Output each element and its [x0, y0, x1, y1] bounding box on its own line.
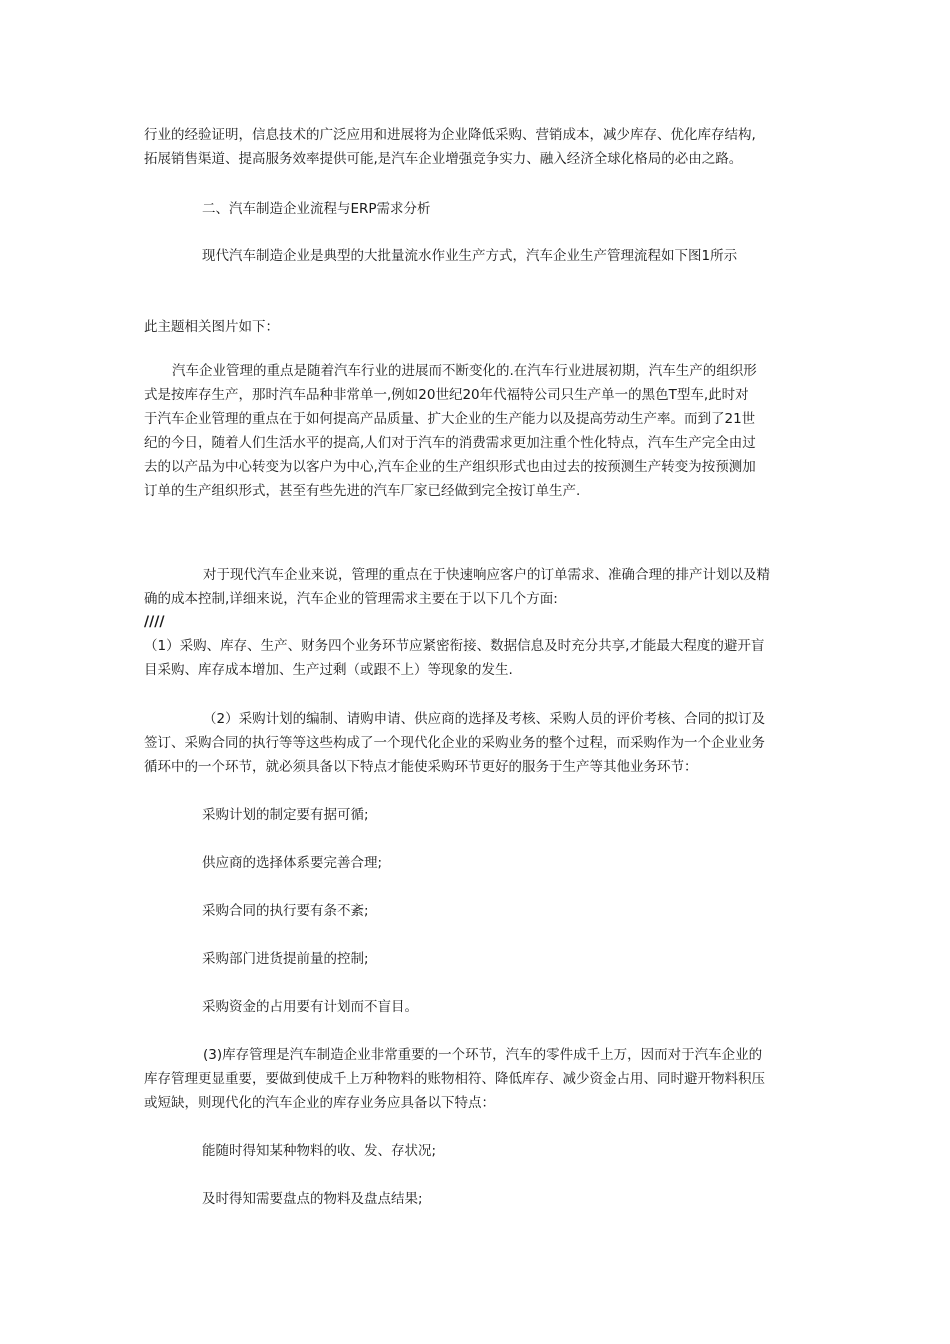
paragraph-process: 现代汽车制造企业是典型的大批量流水作业生产方式，汽车企业生产管理流程如下图1所示	[202, 248, 738, 264]
text-line: 签订、采购合同的执行等等这些构成了一个现代化企业的采购业务的整个过程，而采购作为一个企业业务	[144, 735, 765, 751]
inventory-point: 及时得知需要盘点的物料及盘点结果;	[202, 1191, 423, 1207]
inventory-point: 能随时得知某种物料的收、发、存状况;	[202, 1143, 437, 1159]
list-item-2	[144, 707, 810, 779]
image-note: 此主题相关图片如下：	[144, 319, 279, 335]
text-line: 行业的经验证明，信息技术的广泛应用和进展将为企业降低采购、营销成本，减少库存、优化库存结构,	[144, 127, 756, 143]
purchase-point: 采购合同的执行要有条不紊;	[202, 903, 369, 919]
purchase-point: 供应商的选择体系要完善合理;	[202, 855, 383, 871]
slash-marker: ////	[144, 614, 165, 630]
text-line: 确的成本控制,详细来说，汽车企业的管理需求主要在于以下几个方面:	[144, 591, 558, 607]
text-line: 汽车企业管理的重点是随着汽车行业的进展而不断变化的.在汽车行业进展初期，汽车生产的组织形	[172, 363, 757, 379]
text-line: 目采购、库存成本增加、生产过剩（或跟不上）等现象的发生.	[144, 662, 513, 678]
text-line: 或短缺，则现代化的汽车企业的库存业务应具备以下特点：	[144, 1095, 495, 1111]
purchase-point: 采购资金的占用要有计划而不盲目。	[202, 999, 418, 1015]
section-heading: 二、汽车制造企业流程与ERP需求分析	[202, 201, 431, 217]
text-line: 拓展销售渠道、提高服务效率提供可能,是汽车企业增强竞争实力、融入经济全球化格局的必由之路。	[144, 151, 743, 167]
text-line: 式是按库存生产，那时汽车品种非常单一,例如20世纪20年代福特公司只生产单一的黑色T型车,此时对	[144, 387, 749, 403]
text-line: 订单的生产组织形式，甚至有些先进的汽车厂家已经做到完全按订单生产.	[144, 483, 581, 499]
text-line: 纪的今日，随着人们生活水平的提高,人们对于汽车的消费需求更加注重个性化特点，汽车生产完全由过	[144, 435, 756, 451]
text-line: 对于现代汽车企业来说，管理的重点在于快速响应客户的订单需求、准确合理的排产计划以及精	[203, 567, 770, 583]
text-line: (3)库存管理是汽车制造企业非常重要的一个环节，汽车的零件成千上万，因而对于汽车企业的	[203, 1047, 763, 1063]
list-item-3	[144, 1043, 810, 1115]
text-line: 去的以产品为中心转变为以客户为中心,汽车企业的生产组织形式也由过去的按预测生产转变为按预测加	[144, 459, 756, 475]
paragraph-needs	[144, 563, 810, 611]
text-line: 库存管理更显重要，要做到使成千上万种物料的账物相符、降低库存、减少资金占用、同时避开物料积压	[144, 1071, 765, 1087]
text-line: （1）采购、库存、生产、财务四个业务环节应紧密衔接、数据信息及时充分共享,才能最大程度的避开盲	[144, 638, 765, 654]
purchase-point: 采购部门进货提前量的控制;	[202, 951, 369, 967]
text-line: 循环中的一个环节，就必须具备以下特点才能使采购环节更好的服务于生产等其他业务环节：	[144, 759, 698, 775]
paragraph-intro	[144, 123, 810, 171]
list-item-1	[144, 634, 810, 682]
purchase-point: 采购计划的制定要有据可循;	[202, 807, 369, 823]
text-line: 于汽车企业管理的重点在于如何提高产品质量、扩大企业的生产能力以及提高劳动生产率。而到了21世	[144, 411, 756, 427]
paragraph-history	[144, 359, 810, 503]
text-line: （2）采购计划的编制、请购申请、供应商的选择及考核、采购人员的评价考核、合同的拟订及	[203, 711, 766, 727]
